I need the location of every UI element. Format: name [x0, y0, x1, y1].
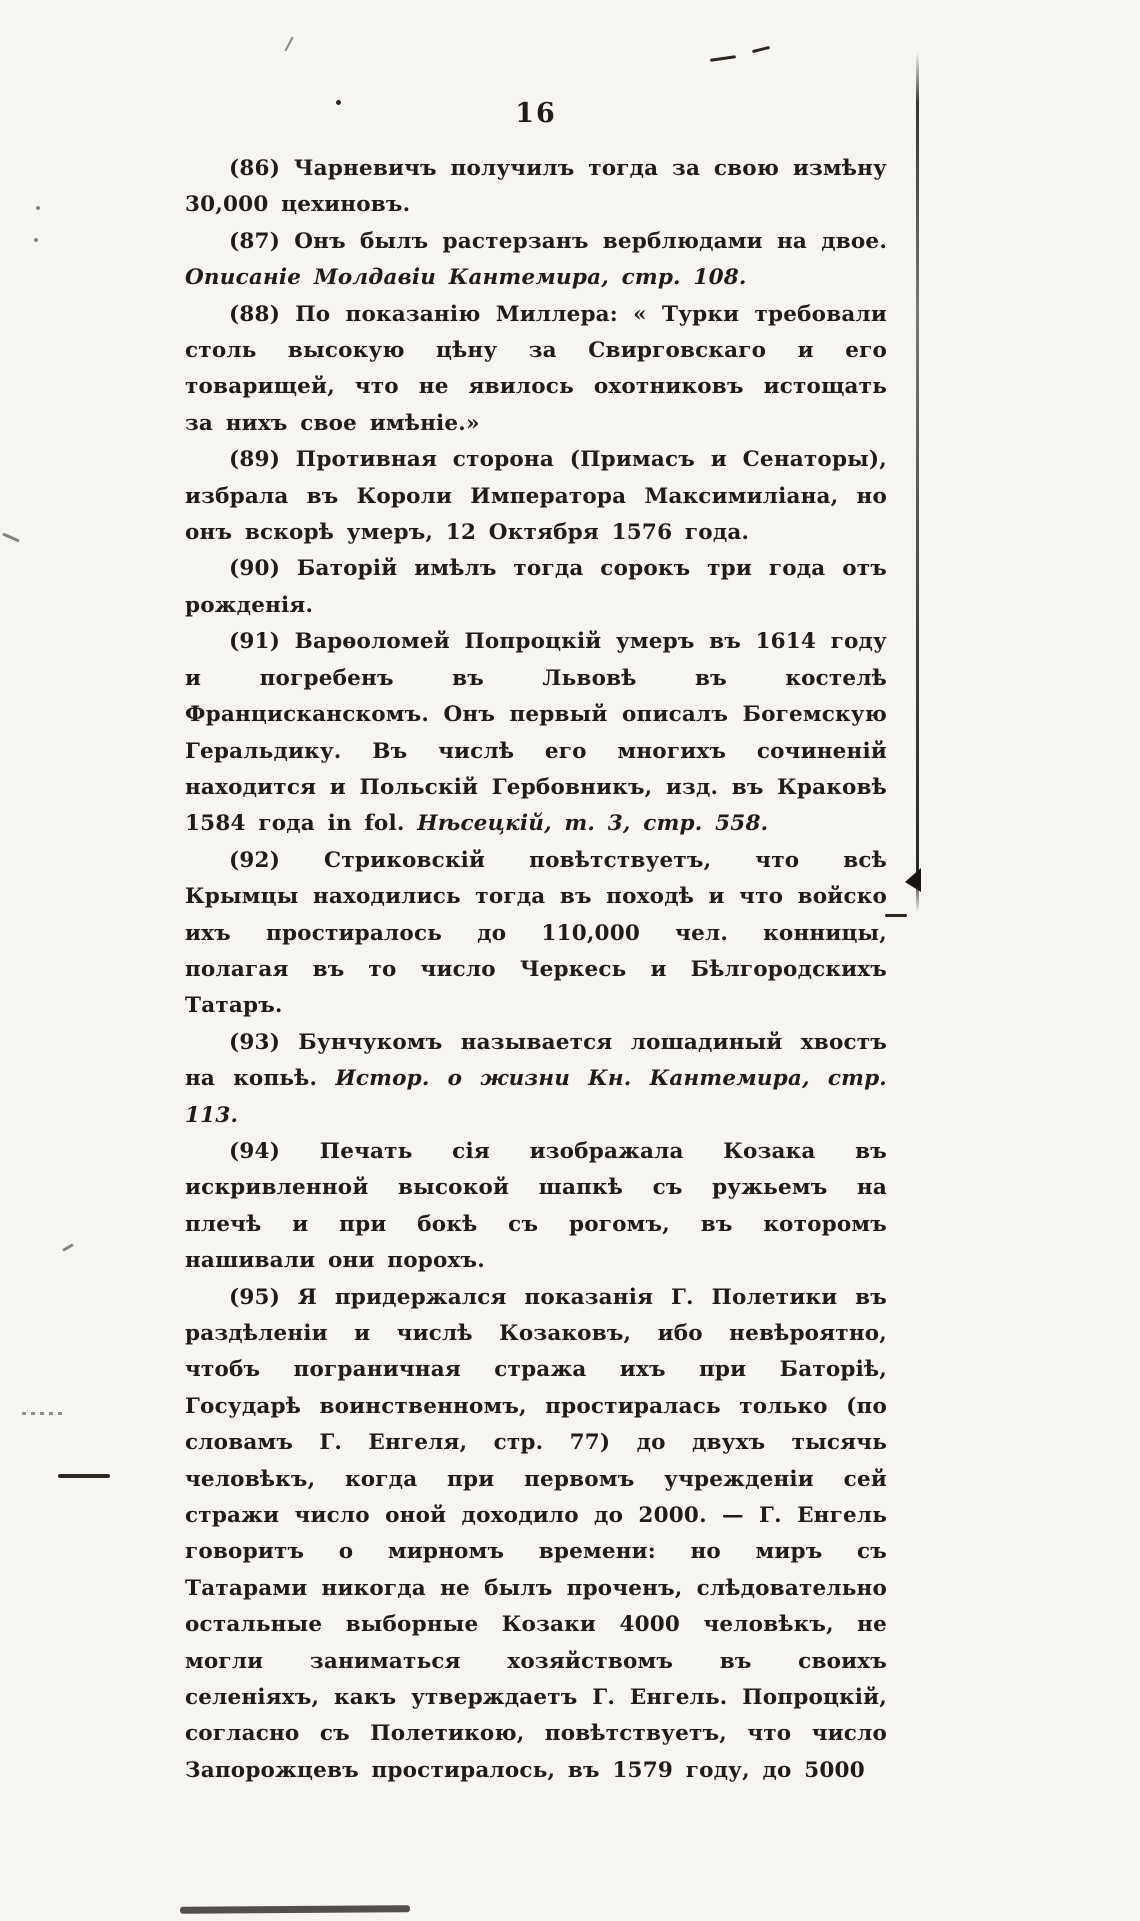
- footnote-text: (88) По показанію Миллера: « Турки требовали столь высокую цѣну за Свирговскаго и его товарищей, что не явилось охотниковъ истощать за нихъ свое имѣніе.»: [185, 301, 887, 436]
- footnote-text: Истор. о жизни Кн. Кантемира, стр. 113.: [185, 1066, 887, 1128]
- footnote-95: [185, 1280, 887, 1790]
- page-content: [185, 98, 887, 1789]
- footnote-86: [185, 151, 887, 224]
- footnote-text: (95) Я придержался показанія Г. Полетики въ раздѣленіи и числѣ Козаковъ, ибо невѣроятно, чтобъ пограничная стража ихъ при Баторіѣ, Государѣ воинственномъ, простиралась только (по словамъ Г. Енгеля, стр. 77) до двухъ тысячь человѣкъ, когда при первомъ учрежденіи сей стражи число оной доходило до 2000. — Г. Енгель говоритъ о мирномъ времени: но миръ съ Татарами никогда не былъ проченъ, слѣдовательно остальные выборные Козаки 4000 человѣкъ, не могли заниматься хозяйствомъ въ своихъ селеніяхъ, какъ утверждаетъ Г. Енгель. Попроцкій, согласно съ Полетикою, повѣтствуетъ, что число Запорожцевъ простиралось, въ 1579 году, до 5000: [185, 1284, 887, 1783]
- footnote-text: (90) Баторій имѣлъ тогда сорокъ три года отъ рожденія.: [185, 556, 887, 618]
- footnote-text: Нѣсецкій, т. 3, стр. 558.: [417, 811, 769, 837]
- footnote-90: [185, 551, 887, 624]
- footnote-94: [185, 1134, 887, 1280]
- scan-artifact: [885, 914, 907, 917]
- footnote-text: Описаніе Молдавіи Кантемира, стр. 108.: [185, 265, 747, 291]
- scan-artifact: [62, 1243, 74, 1252]
- footnote-text: (92) Стриковскій повѣтствуетъ, что всѣ Крымцы находились тогда въ походѣ и что войско ихъ простиралось до 110,000 чел. конницы, полагая въ то число Черкесь и Бѣлгородскихъ Татаръ.: [185, 847, 887, 1019]
- scan-artifact: [284, 36, 293, 51]
- footnote-91: [185, 624, 887, 842]
- footnote-93: [185, 1025, 887, 1134]
- footnote-text: (94) Печать сія изображала Козака въ искривленной высокой шапкѣ съ ружьемъ на плечѣ и при бокѣ съ рогомъ, въ которомъ нашивали они порохъ.: [185, 1138, 887, 1274]
- footnote-87: [185, 224, 887, 297]
- footnote-88: [185, 297, 887, 443]
- scan-artifact: [752, 46, 770, 53]
- scan-artifact: [34, 238, 38, 242]
- page-number: 16: [515, 98, 557, 129]
- ink-blot-right: [905, 868, 921, 892]
- footnote-text: (86) Чарневичъ получилъ тогда за свою измѣну 30,000 цехиновъ.: [185, 156, 887, 218]
- footnote-text: (89) Противная сторона (Примасъ и Сенаторы), избрала въ Короли Императора Максимиліана, но онъ вскорѣ умеръ, 12 Октября 1576 года.: [185, 447, 887, 546]
- footnotes-block: [185, 151, 887, 1789]
- footnote-text: (91) Варѳоломей Попроцкій умеръ въ 1614 году и погребенъ въ Львовѣ въ костелѣ Францисканскомъ. Онъ первый описалъ Богемскую Геральдику. Въ числѣ его многихъ сочиненій находится и Польскій Гербовникъ, изд. въ Краковѣ 1584 года in fol.: [185, 629, 887, 837]
- scan-artifact: [22, 1412, 64, 1415]
- scan-artifact: [336, 100, 341, 105]
- footnote-92: [185, 843, 887, 1025]
- scan-artifact: [180, 1905, 410, 1914]
- binding-shadow-line: [916, 52, 919, 912]
- footnote-89: [185, 442, 887, 551]
- scan-artifact: [710, 55, 736, 62]
- scan-artifact: [2, 532, 20, 542]
- scan-artifact: [36, 206, 40, 210]
- footnote-text: (87) Онъ былъ растерзанъ верблюдами на двое.: [229, 228, 887, 254]
- footnote-text: (93) Бунчукомъ называется лошадиный хвостъ на копьѣ.: [185, 1029, 887, 1092]
- scan-artifact: [58, 1474, 110, 1478]
